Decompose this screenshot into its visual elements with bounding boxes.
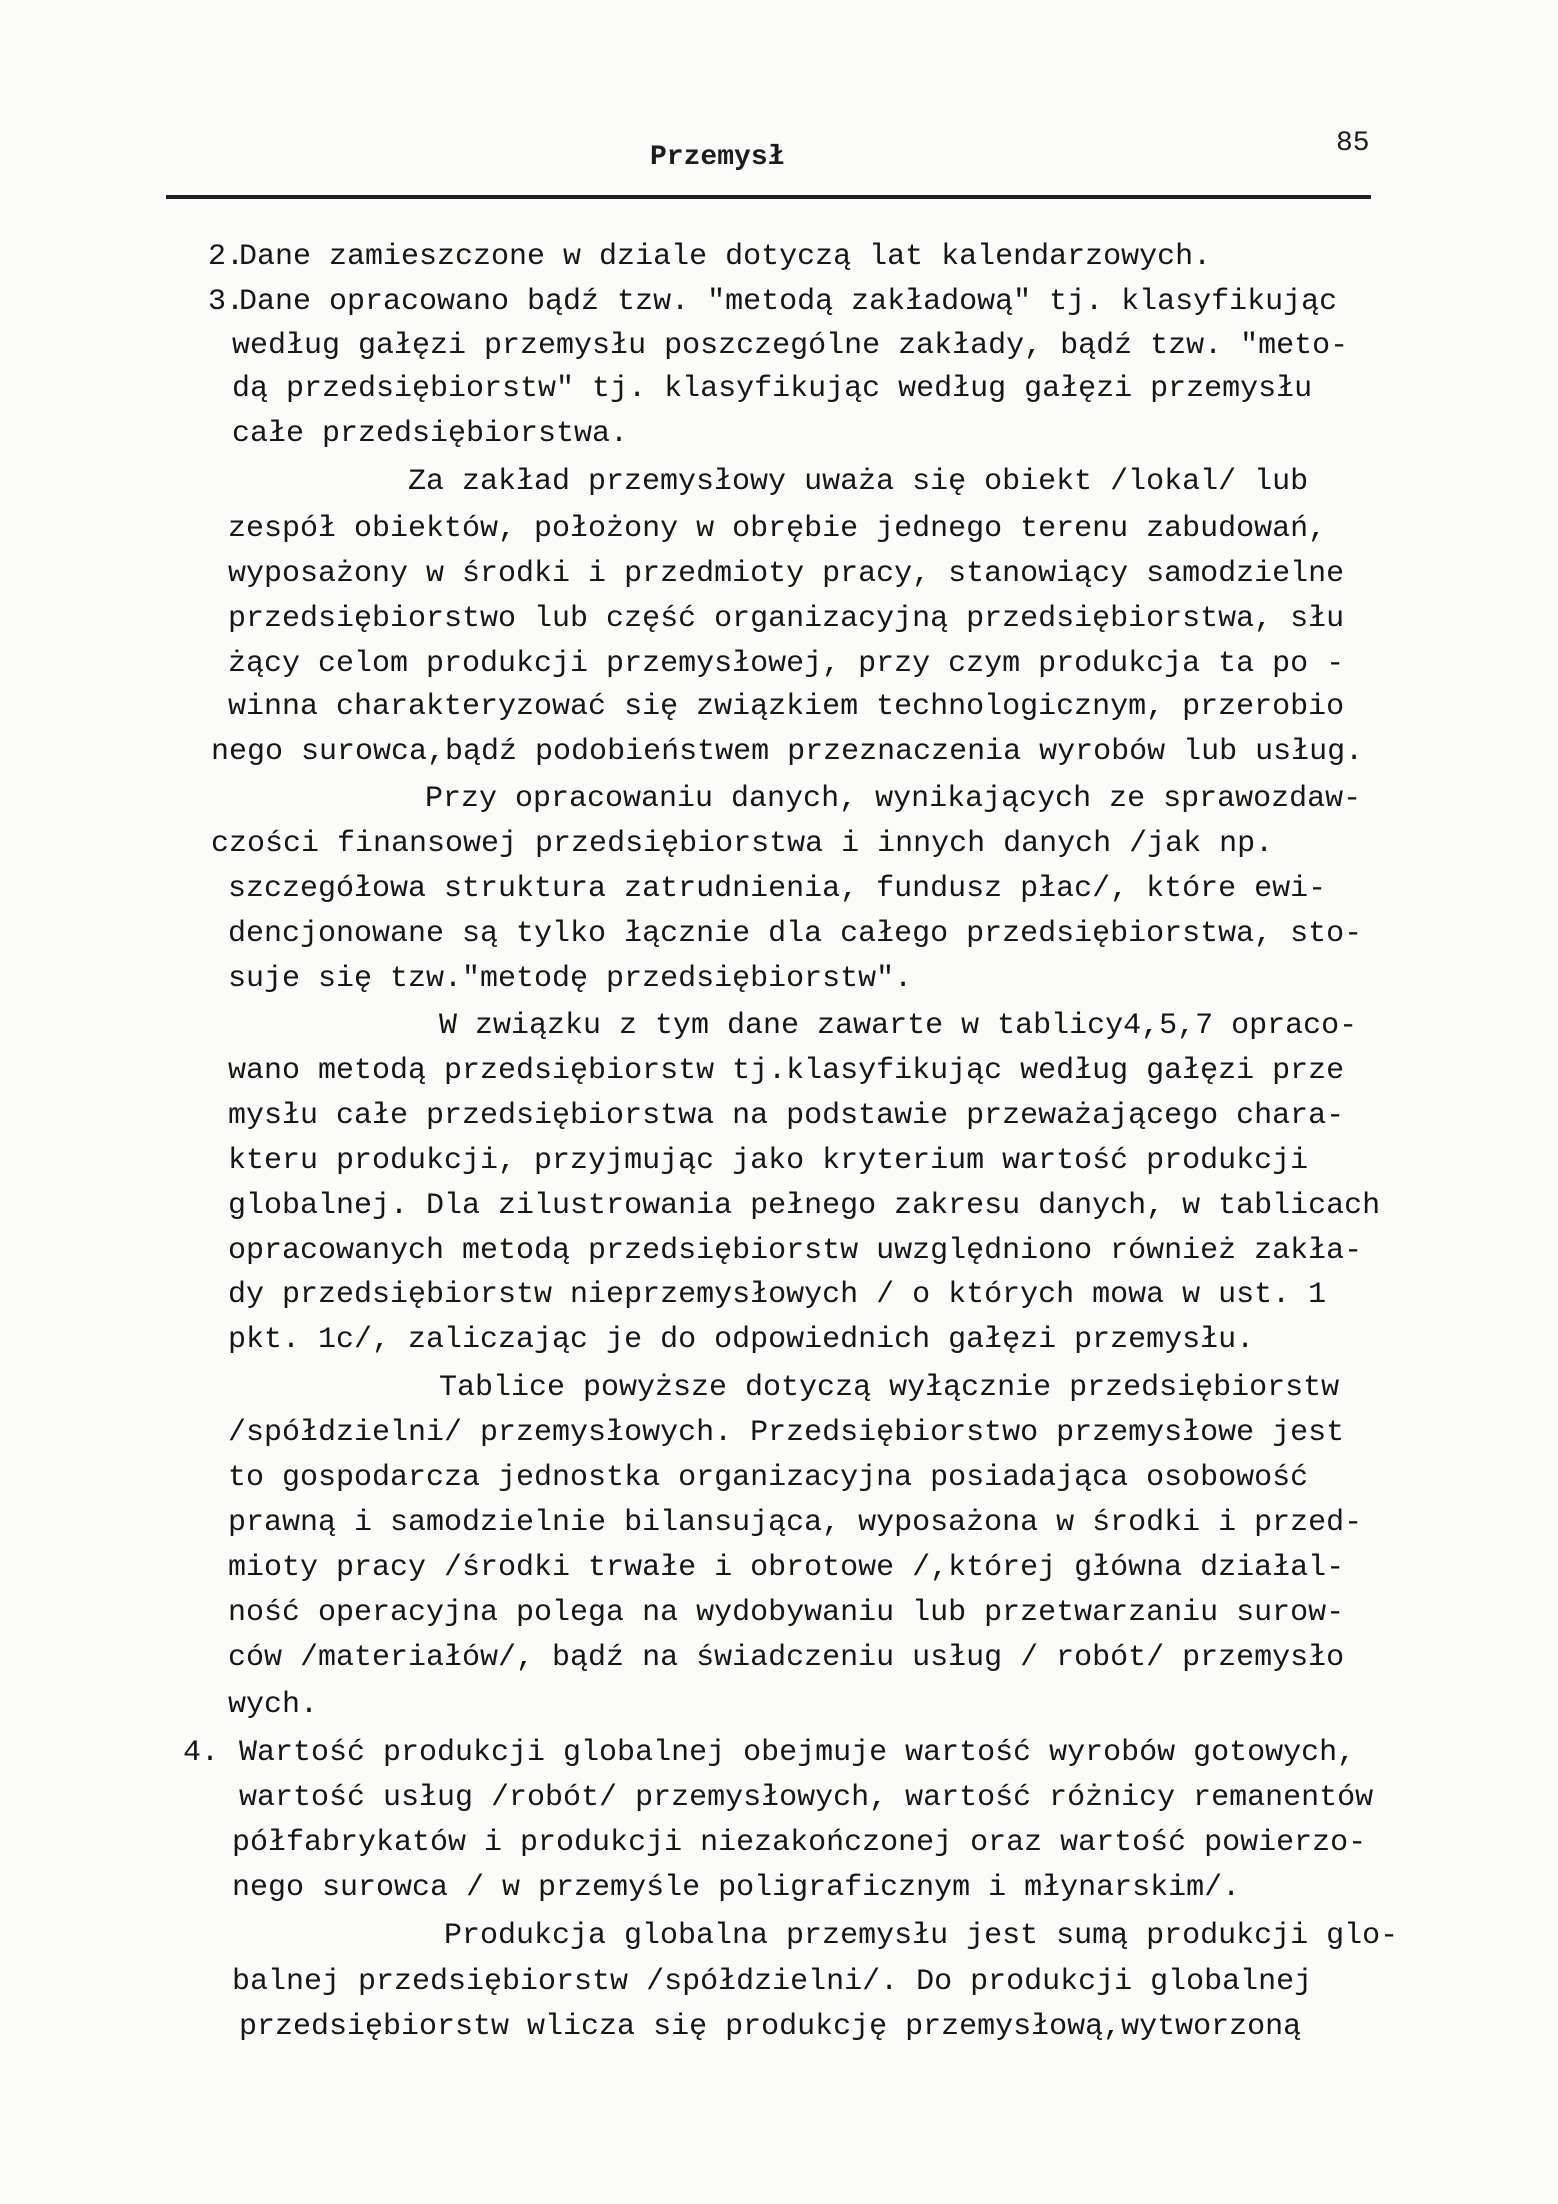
text-line: ców /materiałów/, bądź na świadczeniu usług / robót/ przemysło [228,1641,1345,1675]
list-marker: 4. [183,1736,220,1770]
text-line: Za zakład przemysłowy uważa się obiekt /lokal/ lub [408,465,1309,499]
text-line: prawną i samodzielnie bilansująca, wyposażona w środki i przed- [228,1506,1363,1540]
text-line: wych. [228,1688,319,1722]
text-line: wano metodą przedsiębiorstw tj.klasyfikując według gałęzi prze [228,1054,1345,1088]
text-line: kteru produkcji, przyjmując jako kryterium wartość produkcji [228,1144,1309,1178]
text-line: ność operacyjna polega na wydobywaniu lub przetwarzaniu surow- [228,1596,1345,1630]
text-line: nego surowca / w przemyśle poligraficznym i młynarskim/. [232,1871,1241,1905]
text-line: Produkcja globalna przemysłu jest sumą produkcji glo- [444,1919,1399,1953]
text-line: półfabrykatów i produkcji niezakończonej oraz wartość powierzo- [232,1826,1367,1860]
text-line: szczegółowa struktura zatrudnienia, fundusz płac/, które ewi- [228,872,1327,906]
text-line: zespół obiektów, położony w obrębie jednego terenu zabudowań, [228,512,1327,546]
text-line: całe przedsiębiorstwa. [232,417,629,451]
text-line: dy przedsiębiorstw nieprzemysłowych / o których mowa w ust. 1 [228,1278,1327,1312]
list-marker: 2. [208,240,245,274]
text-line: według gałęzi przemysłu poszczególne zakłady, bądź tzw. "meto- [232,329,1349,363]
text-line: przedsiębiorstw wlicza się produkcję przemysłową,wytworzoną [239,2010,1302,2044]
text-line: Tablice powyższe dotyczą wyłącznie przedsiębiorstw [439,1371,1340,1405]
text-line: przedsiębiorstwo lub część organizacyjną przedsiębiorstwa, słu [228,602,1345,636]
text-line: pkt. 1c/, zaliczając je do odpowiednich gałęzi przemysłu. [228,1323,1255,1357]
text-line: W związku z tym dane zawarte w tablicy4,5,7 opraco- [439,1009,1358,1043]
text-line: dą przedsiębiorstw" tj. klasyfikując według gałęzi przemysłu [232,372,1313,406]
text-line: globalnej. Dla zilustrowania pełnego zakresu danych, w tablicach [228,1189,1381,1223]
text-line: suje się tzw."metodę przedsiębiorstw". [228,962,913,996]
text-line: winna charakteryzować się związkiem technologicznym, przerobio [228,690,1345,724]
page-number: 85 [1336,128,1370,159]
text-line: Wartość produkcji globalnej obejmuje wartość wyrobów gotowych, [239,1736,1356,1770]
text-line: balnej przedsiębiorstw /spółdzielni/. Do produkcji globalnej [232,1965,1313,1999]
text-line: Przy opracowaniu danych, wynikających ze sprawozdaw- [425,782,1362,816]
text-line: żący celom produkcji przemysłowej, przy czym produkcja ta po - [228,647,1345,681]
text-line: to gospodarcza jednostka organizacyjna posiadająca osobowość [228,1461,1309,1495]
text-line: wartość usług /robót/ przemysłowych, wartość różnicy remanentów [239,1781,1374,1815]
text-line: czości finansowej przedsiębiorstwa i innych danych /jak np. [211,827,1274,861]
text-line: /spółdzielni/ przemysłowych. Przedsiębiorstwo przemysłowe jest [228,1416,1345,1450]
text-line: mysłu całe przedsiębiorstwa na podstawie przeważającego chara- [228,1099,1345,1133]
running-header: Przemysł [650,142,785,173]
list-marker: 3. [208,285,245,319]
text-line: dencjonowane są tylko łącznie dla całego przedsiębiorstwa, sto- [228,917,1363,951]
text-line: Dane zamieszczone w dziale dotyczą lat kalendarzowych. [239,240,1212,274]
text-line: Dane opracowano bądź tzw. "metodą zakładową" tj. klasyfikując [239,285,1338,319]
text-line: mioty pracy /środki trwałe i obrotowe /,której główna działal- [228,1551,1345,1585]
header-rule [166,195,1371,199]
text-line: opracowanych metodą przedsiębiorstw uwzględniono również zakła- [228,1234,1363,1268]
text-line: wyposażony w środki i przedmioty pracy, stanowiący samodzielne [228,557,1345,591]
text-line: nego surowca,bądź podobieństwem przeznaczenia wyrobów lub usług. [211,735,1364,769]
